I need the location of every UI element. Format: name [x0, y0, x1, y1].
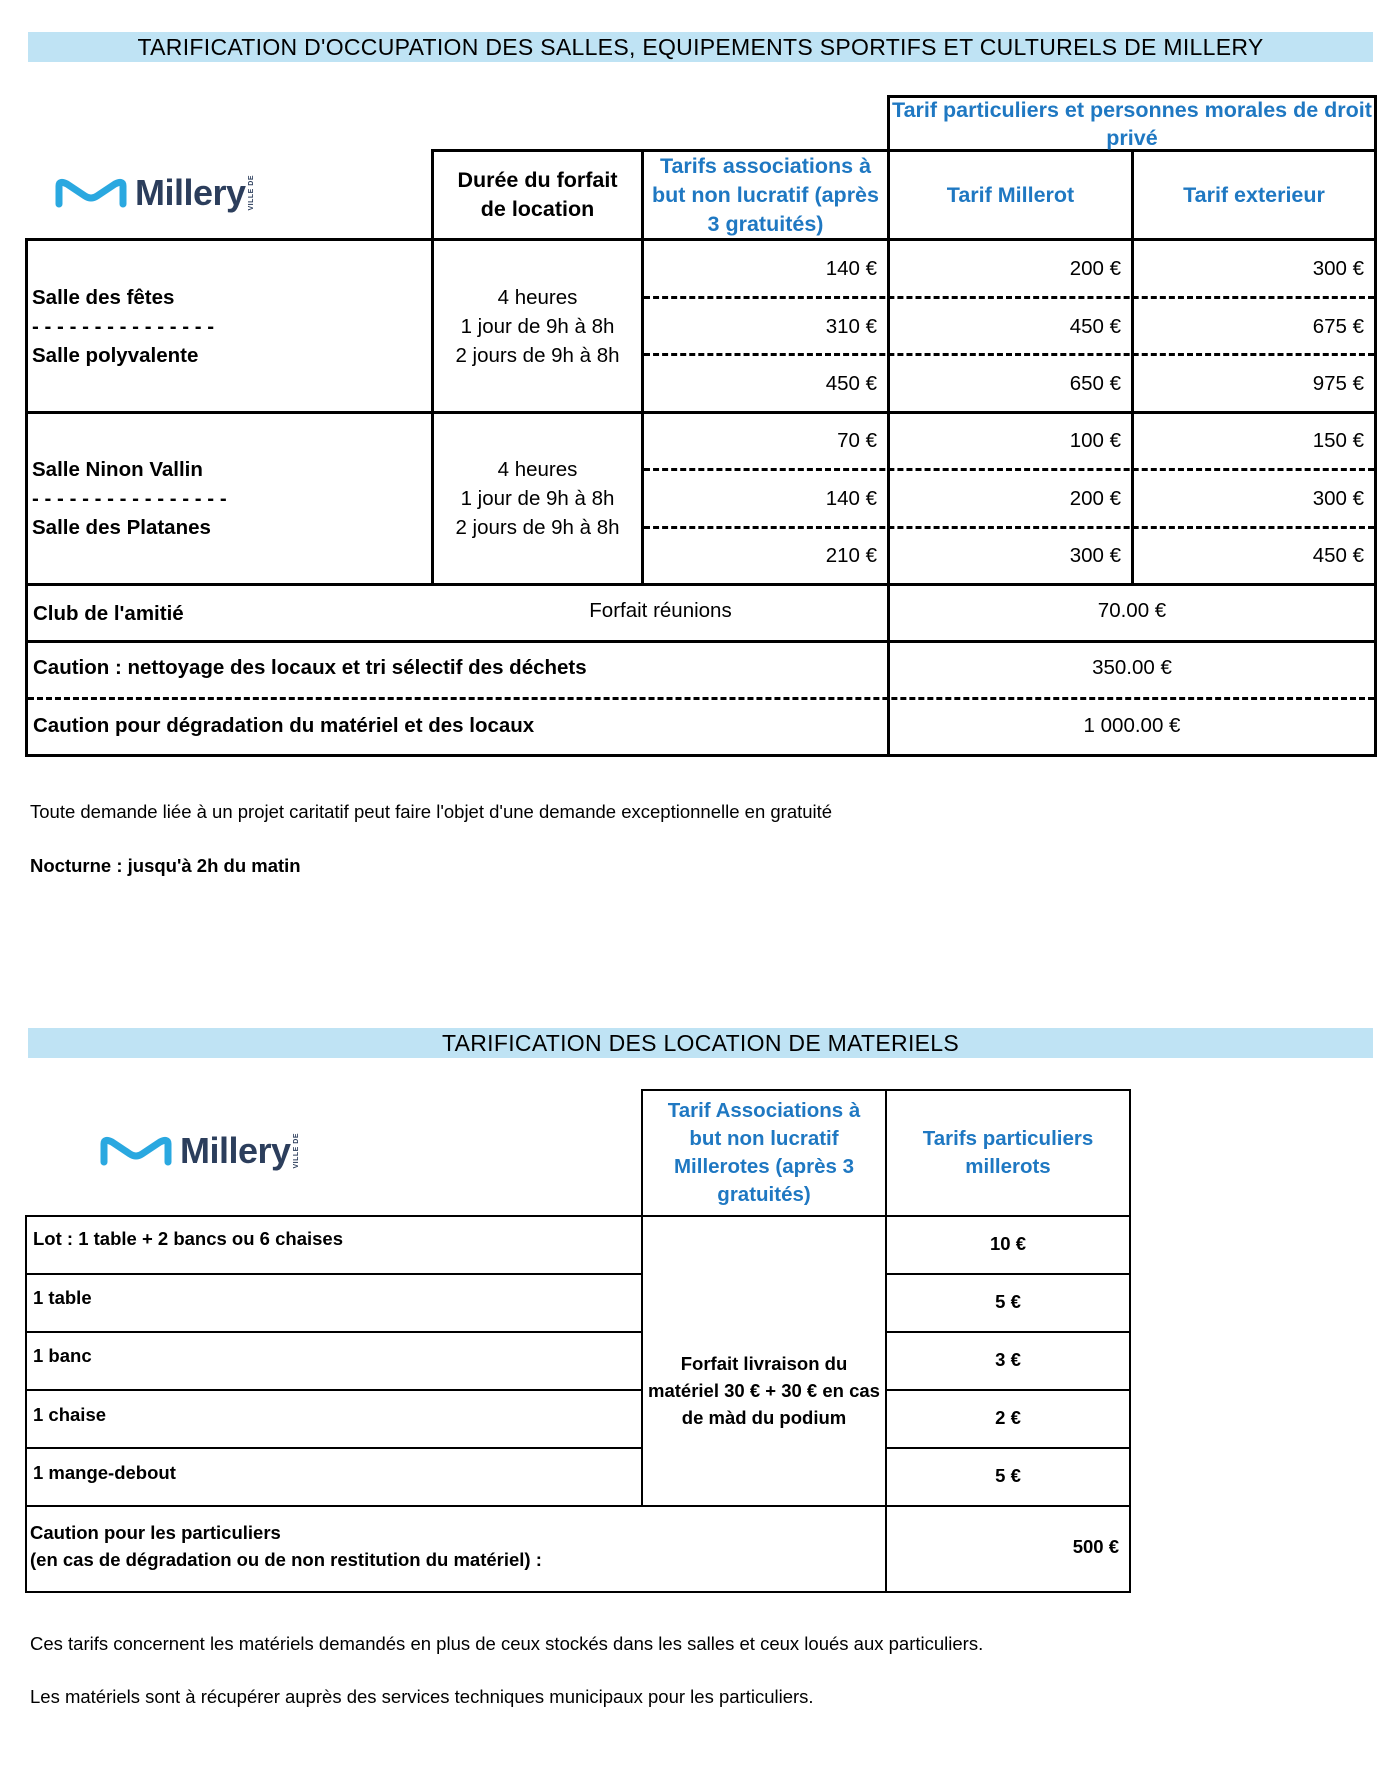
- group2-durations: [434, 455, 641, 542]
- logo-wave-icon: [55, 176, 127, 210]
- item-label: Lot : 1 table + 2 bancs ou 6 chaises: [33, 1228, 343, 1249]
- caution-particuliers: [30, 1519, 880, 1573]
- club-forfait: Forfait réunions: [589, 599, 732, 622]
- item-label: 1 chaise: [33, 1404, 107, 1425]
- item-price: 2 €: [995, 1407, 1021, 1428]
- price-cell: 200 €: [1069, 487, 1121, 510]
- duration: 1 jour de 9h à 8h: [460, 487, 615, 510]
- price-cell: 450 €: [1312, 544, 1364, 567]
- caution2-price: 1 000.00 €: [1083, 714, 1181, 737]
- price-cell: 975 €: [1312, 372, 1364, 395]
- logo-small-text: VILLE DE: [292, 1133, 300, 1169]
- price-cell: 450 €: [825, 372, 877, 395]
- club-label: Club de l'amitié: [33, 602, 184, 625]
- duration: 1 jour de 9h à 8h: [460, 315, 615, 338]
- item-label: 1 banc: [33, 1345, 92, 1366]
- group1-names: [32, 283, 427, 370]
- price-cell: 140 €: [825, 257, 877, 280]
- price-cell: 210 €: [825, 544, 877, 567]
- price-cell: 650 €: [1069, 372, 1121, 395]
- room-separator: - - - - - - - - - - - - - - -: [32, 315, 215, 338]
- group2-names: [32, 455, 427, 542]
- duration: 4 heures: [497, 458, 578, 481]
- room-name: Salle des Platanes: [32, 516, 211, 539]
- room-separator: - - - - - - - - - - - - - - - -: [32, 487, 227, 510]
- assoc-materiel-header: Tarif Associations à but non lucratif Millerotes (après 3 gratuités): [667, 1099, 861, 1206]
- room-name: Salle Ninon Vallin: [32, 458, 203, 481]
- section1-title: TARIFICATION D'OCCUPATION DES SALLES, EQUIPEMENTS SPORTIFS ET CULTURELS DE MILLERY: [28, 32, 1373, 62]
- millerot-header: Tarif Millerot: [946, 182, 1075, 207]
- item-price: 5 €: [995, 1291, 1021, 1312]
- duration: 4 heures: [497, 286, 578, 309]
- item-price: 3 €: [995, 1349, 1021, 1370]
- price-cell: 300 €: [1312, 257, 1364, 280]
- item-label: 1 mange-debout: [33, 1462, 176, 1483]
- price-cell: 70 €: [837, 429, 877, 452]
- club-price: 70.00 €: [1097, 599, 1167, 622]
- section2-title: TARIFICATION DES LOCATION DE MATERIELS: [28, 1028, 1373, 1058]
- logo-wave-icon: [100, 1134, 172, 1168]
- particuliers-materiel-header: Tarifs particuliers millerots: [922, 1127, 1094, 1178]
- millery-logo: [55, 172, 255, 214]
- duration: 2 jours de 9h à 8h: [455, 516, 620, 539]
- duration: 2 jours de 9h à 8h: [455, 344, 620, 367]
- note-materiels: Ces tarifs concernent les matériels demandés en plus de ceux stockés dans les salles et ceux loués aux particuliers.: [30, 1633, 984, 1654]
- caution1-price: 350.00 €: [1092, 656, 1172, 679]
- duree-header: Durée du forfait de location: [457, 168, 618, 221]
- logo-word: Millery: [180, 1130, 291, 1171]
- note-recuperation: Les matériels sont à récupérer auprès des services techniques municipaux pour les particuliers.: [30, 1686, 814, 1707]
- forfait-livraison: Forfait livraison du matériel 30 € + 30 € en cas de màd du podium: [648, 1352, 880, 1428]
- room-name: Salle des fêtes: [32, 286, 175, 309]
- logo-word: Millery: [135, 172, 246, 213]
- note-caritatif: Toute demande liée à un projet caritatif peut faire l'objet d'une demande exceptionnelle en gratuité: [30, 801, 833, 822]
- caution-line: (en cas de dégradation ou de non restitution du matériel) :: [30, 1549, 542, 1570]
- price-cell: 100 €: [1069, 429, 1121, 452]
- price-cell: 675 €: [1312, 315, 1364, 338]
- millery-logo: [100, 1130, 300, 1172]
- logo-small-text: VILLE DE: [247, 175, 255, 211]
- exterieur-header: Tarif exterieur: [1183, 182, 1325, 207]
- caution-price: 500 €: [1072, 1536, 1119, 1557]
- caution1-label: Caution : nettoyage des locaux et tri sélectif des déchets: [33, 656, 587, 679]
- item-price: 5 €: [995, 1465, 1021, 1486]
- price-cell: 150 €: [1312, 429, 1364, 452]
- assoc-header: Tarifs associations à but non lucratif (après 3 gratuités): [652, 153, 879, 236]
- price-cell: 450 €: [1069, 315, 1121, 338]
- group-header: Tarif particuliers et personnes morales de droit privé: [892, 98, 1372, 150]
- room-name: Salle polyvalente: [32, 344, 199, 367]
- caution-line: Caution pour les particuliers: [30, 1522, 281, 1543]
- price-cell: 200 €: [1069, 257, 1121, 280]
- price-cell: 300 €: [1069, 544, 1121, 567]
- note-nocturne: Nocturne : jusqu'à 2h du matin: [30, 855, 301, 876]
- item-price: 10 €: [989, 1233, 1026, 1254]
- price-cell: 140 €: [825, 487, 877, 510]
- price-cell: 300 €: [1312, 487, 1364, 510]
- price-cell: 310 €: [825, 315, 877, 338]
- caution2-label: Caution pour dégradation du matériel et des locaux: [33, 714, 535, 737]
- group1-durations: [434, 283, 641, 370]
- item-label: 1 table: [33, 1287, 92, 1308]
